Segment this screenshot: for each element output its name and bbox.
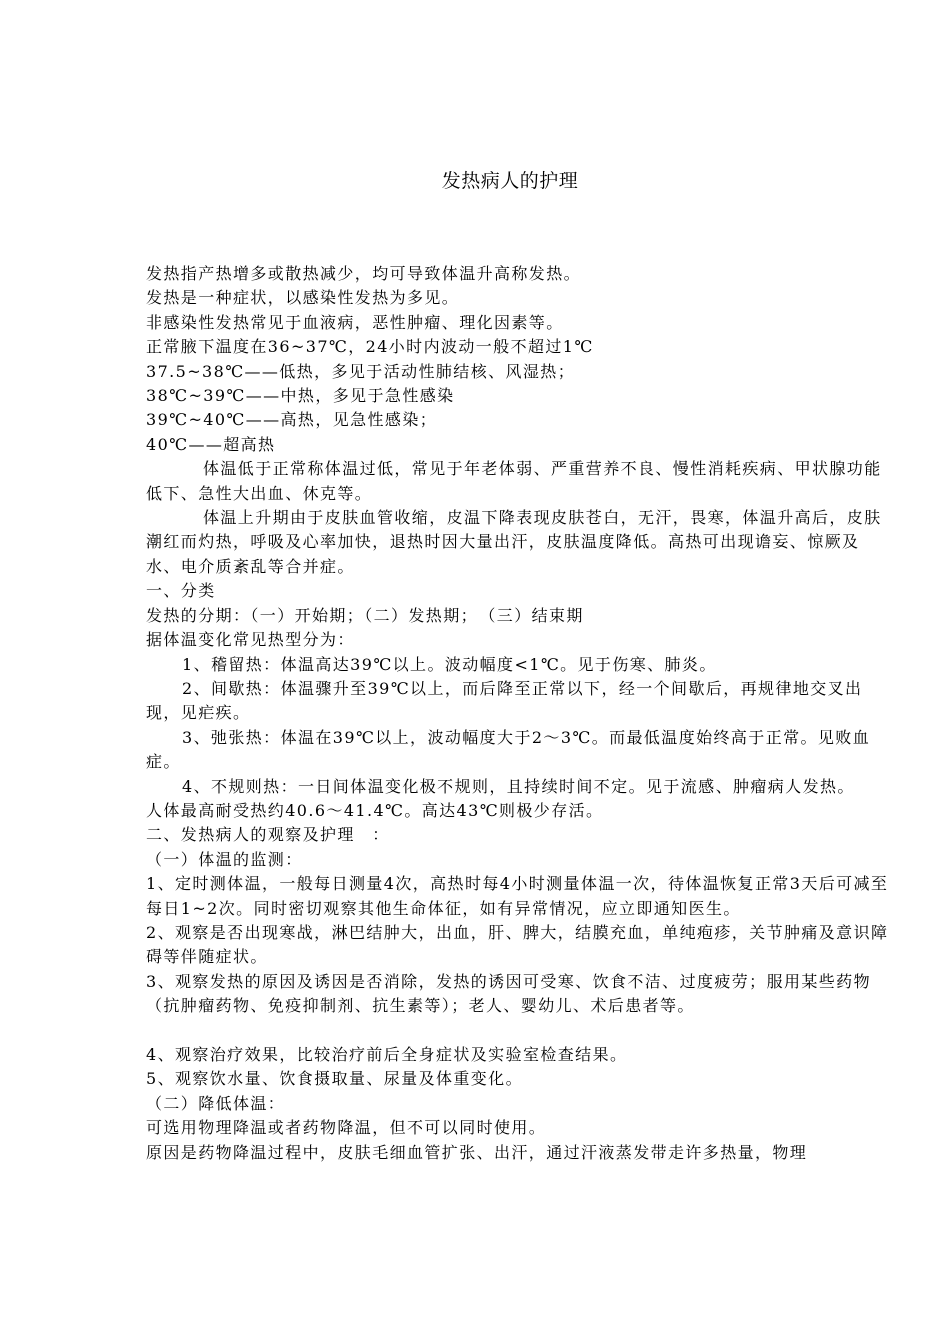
blank-line bbox=[146, 1019, 894, 1043]
paragraph: 人体最高耐受热约40.6～41.4℃。高达43℃则极少存活。 bbox=[146, 800, 604, 820]
paragraph: 体温低于正常称体温过低，常见于年老体弱、严重营养不良、慢性消耗疾病、甲状腺功能低下、急性大出血、休克等。 bbox=[146, 459, 882, 503]
paragraph: 发热指产热增多或散热减少，均可导致体温升高称发热。 bbox=[146, 264, 582, 283]
document-title: 发热病人的护理 bbox=[441, 170, 579, 192]
list-item: 2、间歇热：体温骤升至39℃以上，而后降至正常以下，经一个间歇后，再规律地交叉出现，见疟疾。 bbox=[146, 678, 863, 723]
paragraph: 可选用物理降温或者药物降温，但不可以同时使用。 bbox=[146, 1118, 547, 1138]
paragraph: 38℃~39℃——中热，多见于急性感染 bbox=[146, 386, 455, 406]
list-item: 4、观察治疗效果，比较治疗前后全身症状及实验室检查结果。 bbox=[146, 1044, 628, 1064]
paragraph: 39℃~40℃——高热，见急性感染； bbox=[146, 410, 438, 430]
subsection-heading: （一）体温的监测： bbox=[146, 849, 303, 869]
section-heading: 二、发热病人的观察及护理 ： bbox=[146, 825, 390, 845]
paragraph: 40℃——超高热 bbox=[146, 434, 276, 454]
list-item: 1、稽留热：体温高达39℃以上。波动幅度<1℃。见于伤寒、肺炎。 bbox=[182, 654, 717, 674]
paragraph: 据体温变化常见热型分为： bbox=[146, 630, 355, 650]
list-item: 3、观察发热的原因及诱因是否消除，发热的诱因可受寒、饮食不洁、过度疲劳；服用某些药物（抗肿瘤药物、免疫抑制剂、抗生素等）；老人、婴幼儿、术后患者等。 bbox=[146, 971, 871, 1016]
list-item: 4、不规则热：一日间体温变化极不规则，且持续时间不定。见于流感、肿瘤病人发热。 bbox=[182, 776, 855, 796]
paragraph: 37.5~38℃——低热，多见于活动性肺结核、风湿热； bbox=[146, 361, 576, 381]
list-item: 2、观察是否出现寒战，淋巴结肿大，出血，肝、脾大，结膜充血，单纯疱疹，关节肿痛及意识障碍等伴随症状。 bbox=[146, 922, 889, 967]
list-item: 3、弛张热：体温在39℃以上，波动幅度大于2～3℃。而最低温度始终高于正常。见败血症。 bbox=[146, 727, 871, 772]
paragraph: 原因是药物降温过程中，皮肤毛细血管扩张、出汗，通过汗液蒸发带走许多热量，物理 bbox=[146, 1142, 808, 1162]
list-item: 1、定时测体温，一般每日测量4次，高热时每4小时测量体温一次，待体温恢复正常3天后可减至每日1~2次。同时密切观察其他生命体征，如有异常情况，应立即通知医生。 bbox=[146, 874, 889, 918]
list-item: 5、观察饮水量、饮食摄取量、尿量及体重变化。 bbox=[146, 1069, 523, 1089]
paragraph: 体温上升期由于皮肤血管收缩，皮温下降表现皮肤苍白，无汗，畏寒，体温升高后，皮肤潮红而灼热，呼吸及心率加快，退热时因大量出汗，皮肤温度降低。高热可出现谵妄、惊厥及水、电介质紊乱等合并症。 bbox=[146, 508, 882, 576]
section-heading: 一、分类 bbox=[146, 581, 216, 601]
paragraph: 发热是一种症状，以感染性发热为多见。 bbox=[146, 288, 460, 308]
paragraph: 发热的分期：（一）开始期；（二）发热期； （三）结束期 bbox=[146, 605, 584, 625]
paragraph: 正常腋下温度在36~37℃，24小时内波动一般不超过1℃ bbox=[146, 337, 594, 357]
subsection-heading: （二）降低体温： bbox=[146, 1093, 286, 1113]
document-body bbox=[146, 262, 894, 1165]
paragraph: 非感染性发热常见于血液病，恶性肿瘤、理化因素等。 bbox=[146, 312, 564, 332]
